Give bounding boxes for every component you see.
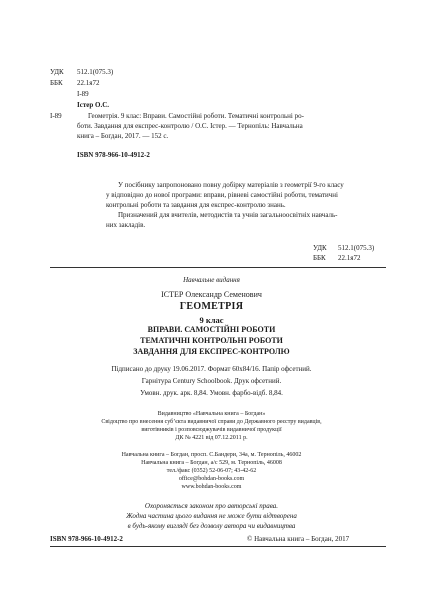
publisher-line: Видавництво «Навчальна книга – Богдан»	[157, 411, 266, 417]
subtitle-line: ЗАВДАННЯ ДЛЯ ЕКСПРЕС-КОНТРОЛЮ	[133, 347, 290, 356]
subtitle-line: ТЕМАТИЧНІ КОНТРОЛЬНІ РОБОТИ	[140, 336, 283, 345]
grade: 9 клас	[199, 315, 224, 325]
publisher-line: виготівників і розповсюджувачів видавничої продукції	[141, 427, 282, 433]
author-code: І-89	[77, 90, 89, 98]
annotation-line: контрольні роботи та завдання для експрес-контролю знань.	[106, 201, 286, 209]
annotation-line: Призначений для вчителів, методистів та учнів загальноосвітніх навчаль-	[118, 211, 338, 219]
print-info-line: Підписано до друку 19.06.2017. Формат 60х84/16. Папір офсетний.	[111, 365, 312, 373]
publisher-line: Свідоцтво про внесення суб’єкта видавничої справи до Державного реєстру видавців,	[101, 419, 322, 425]
bbk-label: ББК	[50, 79, 63, 87]
top-divider	[50, 267, 386, 268]
contact-line: тел./факс (0352) 52-06-07; 43-42-62	[166, 468, 257, 474]
rights-line: в будь-якому вигляді без дозволу автора чи видавництва	[127, 522, 296, 530]
print-info-line: Гарнітура Century Schoolbook. Друк офсетний.	[141, 377, 282, 385]
bib-side-code: І-89	[50, 112, 62, 120]
print-info-line: Умовн. друк. арк. 8,84. Умовн. фарбо-відб. 8,84.	[140, 389, 283, 397]
udk-right-label: УДК	[313, 244, 327, 252]
bib-isbn: ISBN 978-966-10-4912-2	[77, 151, 150, 159]
bottom-divider	[50, 546, 386, 547]
bbk-value: 22.1я72	[77, 79, 100, 87]
contact-line: Навчальна книга – Богдан, просп. С.Бандери, 34а, м. Тернопіль, 46002	[121, 452, 302, 458]
rights-line: Охороняється законом про авторські права.	[144, 502, 279, 510]
udk-label: УДК	[50, 68, 64, 76]
rights-line: Жодна частина цього видання не може бути відтворена	[126, 512, 297, 520]
publisher-line: ДК № 4221 від 07.12.2011 р.	[175, 435, 248, 441]
bib-line: Геометрія. 9 клас: Вправи. Самостійні роботи. Тематичні контрольні ро-	[88, 112, 304, 120]
udk-value: 512.1(075.3)	[77, 68, 114, 76]
bib-line: боти. Завдання для експрес-контролю / О.С. Істер. — Тернопіль: Навчальна	[77, 122, 303, 130]
annotation-line: У посібнику запропоновано повну добірку матеріалів з геометрії 9-го класу	[118, 181, 344, 189]
udk-right-value: 512.1(075.3)	[338, 244, 375, 252]
bib-author: Істер О.С.	[77, 101, 110, 109]
bib-line: книга – Богдан, 2017. — 152 с.	[77, 132, 169, 140]
subtitle-line: ВПРАВИ. САМОСТІЙНІ РОБОТИ	[147, 325, 276, 334]
bbk-right-label: ББК	[313, 254, 326, 262]
footer-copyright: © Навчальна книга – Богдан, 2017	[247, 535, 350, 543]
contact-line: Навчальна книга – Богдан, а/с 529, м. Тернопіль, 46008	[141, 460, 282, 466]
edition-type: Навчальне видання	[183, 276, 240, 284]
bbk-right-value: 22.1я72	[338, 254, 361, 262]
book-title: ГЕОМЕТРІЯ	[179, 301, 244, 312]
contact-website: www.bohdan-books.com	[181, 484, 242, 490]
annotation-line: у відповідно до нової програми: вправи, рівневі самостійні роботи, тематичні	[106, 191, 338, 199]
annotation-line: них закладів.	[106, 221, 146, 229]
author-full-name: ІСТЕР Олександр Семенович	[161, 290, 262, 299]
contact-email: office@bohdan-books.com	[178, 476, 245, 482]
footer-isbn: ISBN 978-966-10-4912-2	[50, 535, 123, 543]
